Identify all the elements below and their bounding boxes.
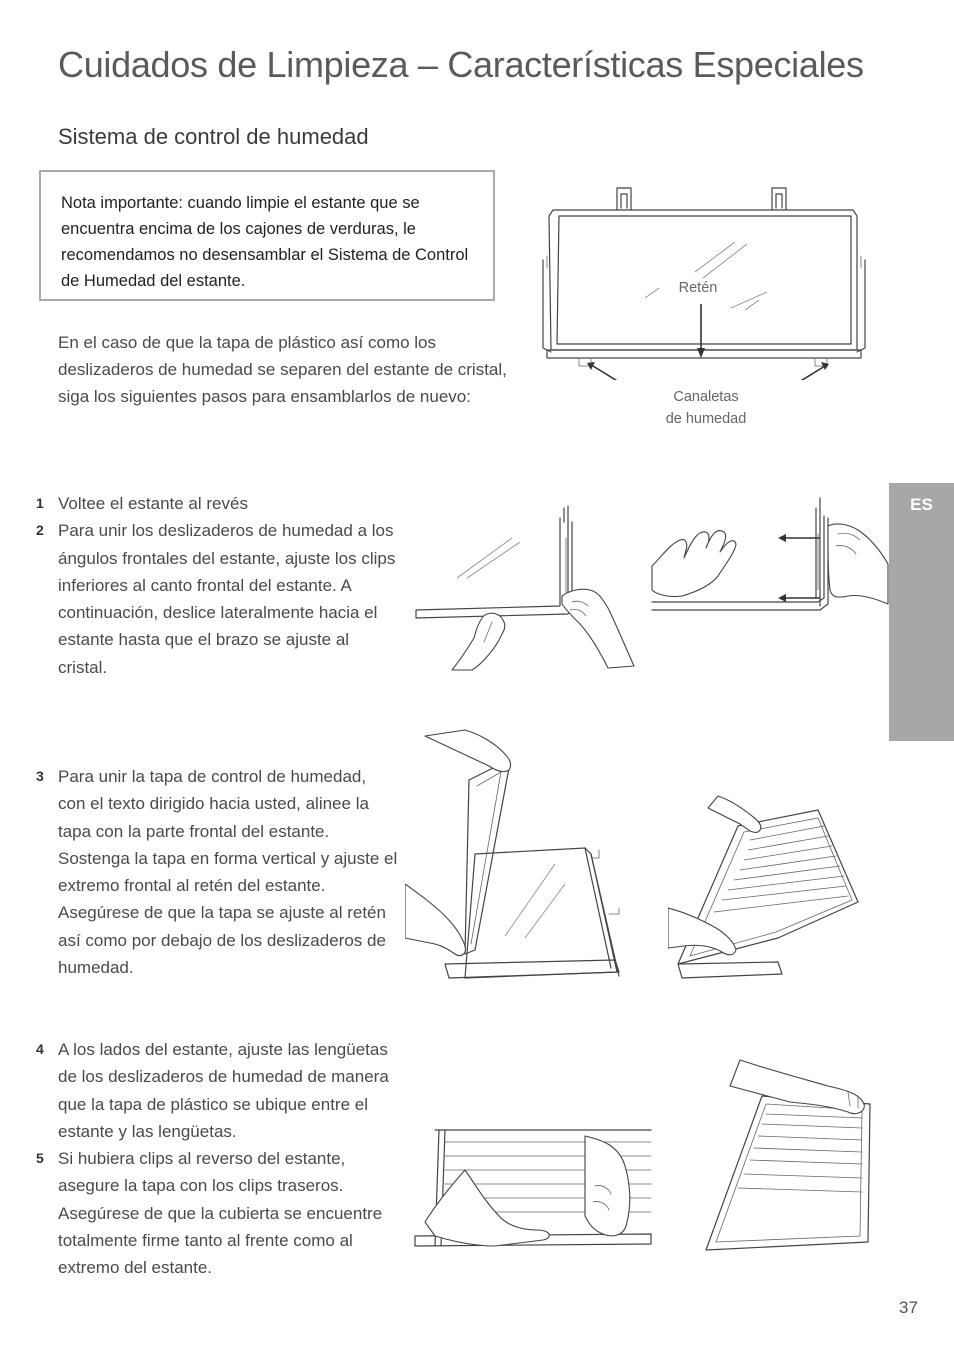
illustration-step-2a xyxy=(412,498,648,676)
lid-vertical xyxy=(465,762,509,954)
step-number: 3 xyxy=(36,768,44,784)
step-text: Para unir los deslizaderos de humedad a los ángulos frontales del estante, ajuste los clips inferiores al canto frontal del estante. A continuación, deslice lateralmente hacia el estante hasta que el brazo se ajuste al cristal. xyxy=(58,521,396,677)
important-note-box xyxy=(39,170,495,301)
channel-arrow-right xyxy=(773,366,825,380)
intro-paragraph: En el caso de que la tapa de plástico así como los deslizaderos de humedad se separen del estante de cristal, siga los siguientes pasos para ensamblarlos de nuevo: xyxy=(58,333,507,406)
page-title: Cuidados de Limpieza – Características Especiales xyxy=(58,44,864,85)
illustration-step-4 xyxy=(405,1126,655,1250)
step-text: A los lados del estante, ajuste las lengüetas de los deslizaderos de humedad de manera que la tapa de plástico se ubique entre el estante y las lengüetas. xyxy=(58,1040,389,1141)
lid-closed xyxy=(706,1096,870,1250)
page-number: 37 xyxy=(899,1298,918,1317)
step-number: 4 xyxy=(36,1041,44,1057)
label-canaletas xyxy=(646,386,766,430)
label-reten: Retén xyxy=(678,280,718,296)
steps-1-2 xyxy=(36,490,398,681)
language-tab-label: ES xyxy=(910,495,933,514)
step-text: Si hubiera clips al reverso del estante, asegure la tapa con los clips traseros. Asegúrese de que la cubierta se encuentre totalmente firme tanto al frente como al extremo del estante. xyxy=(58,1149,383,1278)
channel-arrow-left xyxy=(593,366,645,380)
illustration-step-2b xyxy=(648,494,890,676)
step-4 xyxy=(36,1036,398,1145)
important-note-text: Nota importante: cuando limpie el estante que se encuentra encima de los cajones de verduras, le recomendamos no desensamblar el Sistema de Control de Humedad del estante. xyxy=(61,194,469,290)
step-3 xyxy=(36,763,398,981)
step-text: Voltee el estante al revés xyxy=(58,494,248,513)
rear-hook-right xyxy=(772,188,786,210)
section-subtitle: Sistema de control de humedad xyxy=(58,124,369,149)
step-number: 5 xyxy=(36,1150,44,1167)
step-5 xyxy=(36,1145,398,1281)
illustration-step-5 xyxy=(700,1056,880,1252)
language-tab xyxy=(889,483,954,741)
steps-4-5 xyxy=(36,1036,398,1282)
step-1 xyxy=(36,490,398,517)
step-2 xyxy=(36,517,398,681)
label-canaletas-line1: Canaletas xyxy=(673,389,739,405)
step-text: Para unir la tapa de control de humedad, con el texto dirigido hacia usted, alinee la tapa con la parte frontal del estante. Sostenga la tapa en forma vertical y ajuste el extremo frontal al retén del estante. Asegúrese de que la tapa se ajuste al retén así como por debajo de los deslizaderos de humedad. xyxy=(58,767,398,978)
rear-hook-left xyxy=(617,188,631,210)
steps-3 xyxy=(36,763,398,981)
illustration-step-3a xyxy=(405,724,635,986)
step-number: 1 xyxy=(36,495,44,511)
step-number: 2 xyxy=(36,522,44,539)
label-canaletas-line2: de humedad xyxy=(665,411,747,427)
illustration-step-3b xyxy=(668,788,868,988)
